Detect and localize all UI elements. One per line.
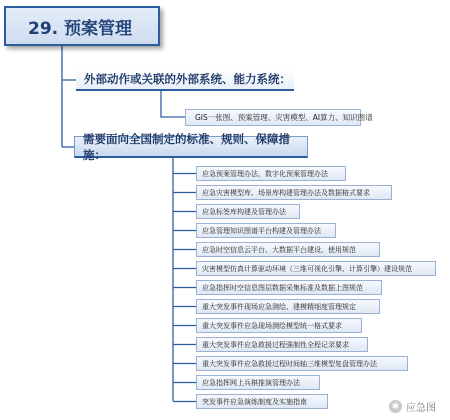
leaf-standard: [196, 337, 368, 352]
watermark: [389, 399, 436, 414]
leaf-label: 重大突发事件应急现场测绘模型统一格式要求: [202, 321, 342, 330]
leaf-standard: [196, 356, 408, 371]
leaf-label: 应急管理知识图谱平台构建及管理办法: [202, 226, 321, 235]
leaf-standard: [196, 280, 382, 295]
branch-standards: [74, 131, 308, 162]
leaf-label: 应急指挥网上兵棋推演管理办法: [202, 378, 300, 387]
branch-label: 需要面向全国制定的标准、规则、保障措施：: [83, 131, 290, 162]
watermark-text: 应急图: [406, 403, 436, 414]
leaf-label: 应急时空信息云平台、大数据平台建设、使用规范: [202, 245, 356, 254]
leaf-label: 应急预案管理办法、数字化预案管理办法: [202, 169, 328, 178]
root-node: [4, 6, 160, 46]
leaf-standard: [196, 185, 392, 200]
leaf-label: 灾害模型仿真计算驱动环境（三维可视化引擎、计算引擎）建设规范: [202, 264, 412, 273]
leaf-standard: [196, 375, 320, 390]
leaf-label: 应急灾害模型库、场景库构建管理办法及数据格式要求: [202, 188, 370, 197]
leaf-label: 重大突发事件应急救援过程时间轴三维模型复盘管理办法: [202, 359, 377, 368]
leaf-standard: [196, 166, 346, 181]
leaf-standard: [196, 223, 336, 238]
wechat-logo-icon: ✱: [389, 400, 402, 413]
leaf-label: 应急标签库构建及管理办法: [202, 207, 286, 216]
branch-label: 外部动作或关联的外部系统、能力系统：: [84, 72, 291, 86]
leaf-label: 重大突发事件现场应急测绘、建模精细度管理规定: [202, 302, 356, 311]
leaf-standard: [196, 394, 328, 409]
leaf-label: GIS一张图、预案管理、灾害模型、AI算力、知识图谱: [195, 113, 373, 122]
leaf-label: 重大突发事件应急救援过程强制性全程记录要求: [202, 340, 349, 349]
root-title: 29. 预案管理: [28, 18, 133, 39]
leaf-label: 应急指挥时空信息图层数据采集标准及数据上图规范: [202, 283, 363, 292]
leaf-external-systems: [185, 109, 373, 126]
leaf-standard: [196, 204, 300, 219]
leaf-standard: [196, 299, 380, 314]
leaf-standard: [196, 242, 380, 257]
leaf-standard: [196, 261, 436, 276]
branch-external-systems: [76, 69, 294, 91]
leaf-standard: [196, 318, 362, 333]
leaf-label: 突发事件应急演练制度及实施指南: [202, 397, 307, 406]
